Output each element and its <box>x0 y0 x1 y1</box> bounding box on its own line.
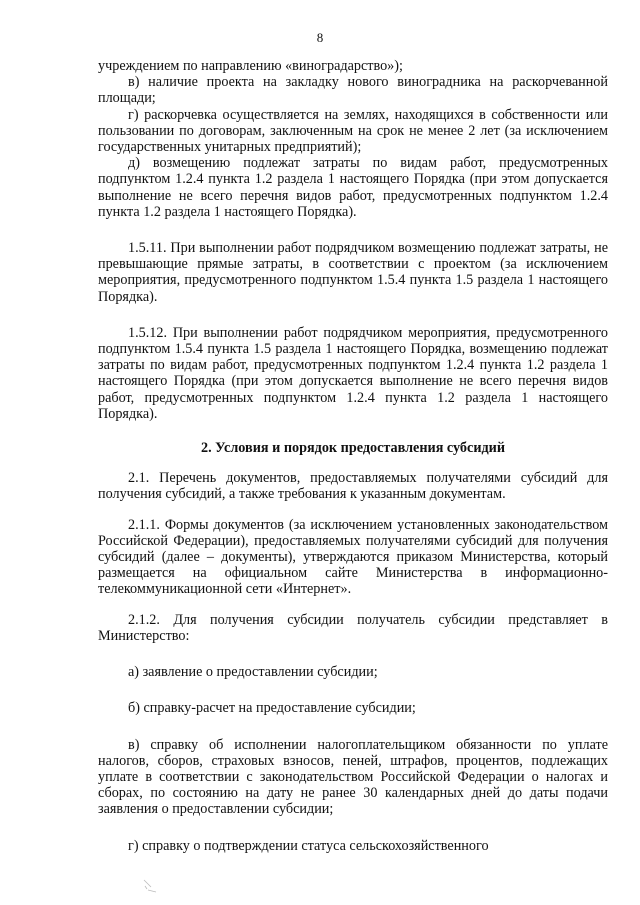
list-item-a: а) заявление о предоставлении субсидии; <box>128 664 378 681</box>
clause-2-1-1: 2.1.1. Формы документов (за исключением установленных законодательством Российской Федерации), предоставляемых получателями субсидий для получения субсидий (далее – документы), утверждаются приказом Министерства, который размещается на официальном сайте Министерства в информационно-телекоммуникационной сети «Интернет». <box>98 516 608 598</box>
clause-1-5-12: 1.5.12. При выполнении работ подрядчиком мероприятия, предусмотренного подпунктом 1.5.4 пункта 1.5 раздела 1 настоящего Порядка, возмещению подлежат затраты по видам работ, предусмотренных подпунктом 1.2.4 пункта 1.2 раздела 1 настоящего Порядка (при этом допускается выполнение не всего перечня видов работ, предусмотренных подпунктом 1.2.4 пункта 1.2 раздела 1 настоящего Порядка). <box>98 324 608 422</box>
clause-2-1: 2.1. Перечень документов, предоставляемых получателями субсидий для получения субсидий, а также требования к указанным документам. <box>98 470 608 503</box>
scan-mark-icon <box>142 878 166 894</box>
document-body <box>98 58 608 854</box>
list-item-v: в) наличие проекта на закладку нового виноградника на раскорчеванной площади; <box>98 74 608 107</box>
page-number: 8 <box>316 30 324 45</box>
list-item-g: г) раскорчевка осуществляется на землях, находящихся в собственности или пользовании по договорам, заключенным на срок не менее 2 лет (за исключением государственных унитарных предприятий); <box>98 106 608 156</box>
clause-2-1-2: 2.1.2. Для получения субсидии получатель субсидии представляет в Министерство: <box>98 611 608 644</box>
paragraph: учреждением по направлению «виноградарство»); <box>98 58 403 74</box>
list-item-g2: г) справку о подтверждении статуса сельскохозяйственного <box>128 837 489 854</box>
clause-1-5-11: 1.5.11. При выполнении работ подрядчиком возмещению подлежат затраты, не превышающие прямые затраты, в соответствии с проектом (за исключением мероприятия, предусмотренного подпунктом 1.5.4 пункта 1.5 раздела 1 настоящего Порядка). <box>98 240 608 305</box>
list-item-v2: в) справку об исполнении налогоплательщиком обязанности по уплате налогов, сборов, страховых взносов, пеней, штрафов, процентов, подлежащих уплате в соответствии с законодательством Российской Федерации о налогах и сборах, по состоянию на дату не ранее 30 календарных дней до даты подачи заявления о предоставлении субсидии; <box>98 736 608 818</box>
section-heading: 2. Условия и порядок предоставления субсидий <box>200 440 506 457</box>
list-item-b: б) справку-расчет на предоставление субсидии; <box>128 700 416 717</box>
list-item-d: д) возмещению подлежат затраты по видам работ, предусмотренных подпунктом 1.2.4 пункта 1.2 раздела 1 настоящего Порядка (при этом допускается выполнение не всего перечня видов работ, предусмотренных подпунктом 1.2.4 пункта 1.2 раздела 1 настоящего Порядка). <box>98 155 608 220</box>
